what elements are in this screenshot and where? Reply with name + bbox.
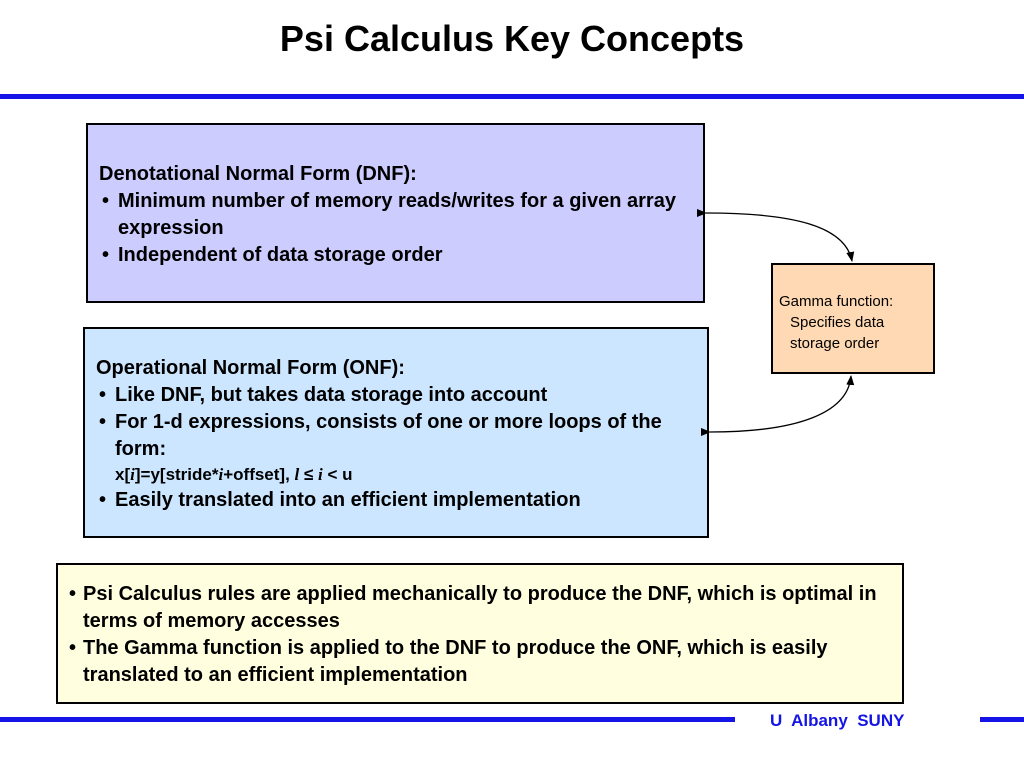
formula-variable: i — [218, 465, 224, 484]
formula-variable: i — [130, 465, 135, 484]
formula-text: ≤ — [299, 465, 319, 484]
formula-variable: l — [294, 465, 300, 484]
bullet-icon: • — [102, 244, 110, 266]
onf-bullet-text: Like DNF, but takes data storage into account — [115, 384, 548, 406]
formula-text: < u — [322, 465, 353, 484]
summary-box — [56, 563, 904, 704]
onf-heading: Operational Normal Form (ONF): — [96, 357, 405, 379]
dnf-bullet-text: Independent of data storage order — [118, 244, 443, 266]
summary-bullet-text: Psi Calculus rules are applied mechanically to produce the DNF, which is optimal in terms of memory accesses — [83, 583, 877, 632]
gamma-description: Specifies data — [790, 314, 885, 331]
bullet-icon: • — [99, 489, 107, 511]
dnf-heading: Denotational Normal Form (DNF): — [99, 163, 417, 185]
onf-bullet-text: Easily translated into an efficient implementation — [115, 489, 581, 511]
formula-text: +offset], — [223, 465, 295, 484]
onf-gamma-arrow — [710, 376, 851, 432]
bullet-icon: • — [69, 583, 77, 605]
gamma-description: storage order — [790, 335, 880, 352]
onf-bullet-text: For 1-d expressions, consists of one or more loops of the form: — [115, 411, 662, 460]
dnf-bullet-text: Minimum number of memory reads/writes for a given array expression — [118, 190, 676, 239]
dnf-gamma-arrow — [706, 213, 852, 261]
bullet-icon: • — [69, 637, 77, 659]
bullet-icon: • — [102, 190, 110, 212]
summary-bullet-text: The Gamma function is applied to the DNF to produce the ONF, which is easily translated to an efficient implementation — [83, 637, 828, 686]
bullet-icon: • — [99, 384, 107, 406]
summary-bullet — [68, 581, 892, 635]
formula-variable: i — [318, 465, 323, 484]
formula-text: x[ — [115, 465, 131, 484]
bottom-rule-left — [0, 717, 735, 722]
bullet-icon: • — [99, 411, 107, 433]
summary-bullet — [68, 635, 892, 689]
gamma-label: Gamma function: — [779, 293, 894, 310]
slide-title: Psi Calculus Key Concepts — [279, 18, 745, 59]
bottom-rule-right — [980, 717, 1024, 722]
footer-text: U Albany SUNY — [770, 711, 905, 730]
formula-text: ]=y[stride* — [134, 465, 219, 484]
